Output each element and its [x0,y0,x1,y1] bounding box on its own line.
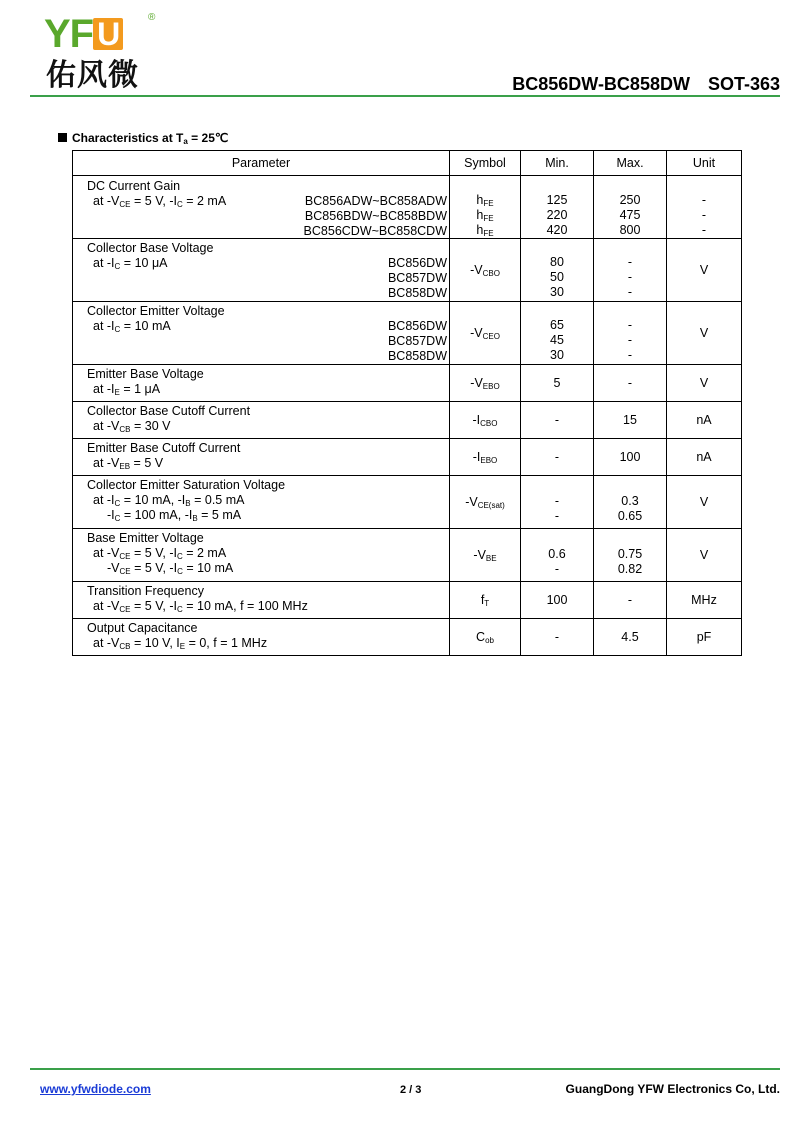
table-row [73,302,742,365]
param-title: Collector Emitter Saturation Voltage [87,478,286,492]
unit-cell: V [667,239,742,302]
footer-divider [30,1068,780,1070]
unit-cell: V [667,529,742,582]
package-name: SOT-363 [707,74,780,94]
variant-list: BC856DW BC857DW BC858DW [387,319,447,363]
param-title: Emitter Base Cutoff Current [87,441,241,455]
param-condition: at $-V_{CB} = 10$ V, $I_E = 0$, f = 1 MHz [93,636,268,651]
max-cell: 4.5 [594,619,667,656]
registered-mark: ® [148,12,156,23]
symbol-cell: $h_{FE}$ $h_{FE}$ $h_{FE}$ [450,176,521,239]
header-symbol: Symbol [450,151,521,176]
unit-cell: V [667,302,742,365]
min-cell: - [521,402,594,439]
header-parameter: Parameter [73,151,450,176]
min-cell: 65 45 30 [521,302,594,365]
table-header-row [73,151,742,176]
param-condition: at $-I_C = 10$ mA [93,319,171,334]
symbol-cell: $-V_{CBO}$ [450,239,521,302]
table-row [73,439,742,476]
symbol-cell: $-V_{CE(sat)}$ [450,476,521,529]
min-cell: 80 50 30 [521,239,594,302]
symbol-cell: $f_T$ [450,582,521,619]
header-min: Min. [521,151,594,176]
min-cell: - [521,619,594,656]
logo-u-block: U [93,18,123,50]
min-cell: 100 [521,582,594,619]
unit-cell: - - - [667,176,742,239]
symbol-cell: $-I_{CBO}$ [450,402,521,439]
param-condition: at $-I_E = 1$ μA [93,382,161,397]
table-row [73,176,742,239]
table-row [73,402,742,439]
param-title: Output Capacitance [87,621,198,635]
symbol-cell: $-V_{EBO}$ [450,365,521,402]
param-title: Base Emitter Voltage [87,531,204,545]
param-title: Emitter Base Voltage [87,367,204,381]
param-condition: at $-I_C = 10$ mA, $-I_B = 0.5$ mA [93,493,245,508]
param-condition: at $-V_{CE} = 5$ V, $-I_C = 2$ mA [93,546,227,561]
param-condition: at $-V_{EB} = 5$ V [93,456,164,471]
table-row [73,582,742,619]
max-cell: - - - [594,239,667,302]
part-range: BC856DW-BC858DW [512,74,690,94]
symbol-cell: $C_{ob}$ [450,619,521,656]
unit-cell: nA [667,402,742,439]
unit-cell: nA [667,439,742,476]
symbol-cell: $-V_{BE}$ [450,529,521,582]
min-cell: - [521,439,594,476]
bullet-square-icon [58,133,67,142]
table-row [73,365,742,402]
param-condition: at $-V_{CB} = 30$ V [93,419,171,434]
logo-chinese-name: 佑风微 [46,58,139,93]
min-cell: 5 [521,365,594,402]
param-title: DC Current Gain [87,179,181,193]
table-row [73,476,742,529]
company-logo [44,14,154,94]
max-cell: - - - [594,302,667,365]
section-heading: Characteristics at $T_a$ = 25℃ [58,131,228,145]
symbol-cell: $-V_{CEO}$ [450,302,521,365]
unit-cell: V [667,365,742,402]
website-link[interactable]: www.yfwdiode.com [40,1082,151,1096]
characteristics-table [72,150,742,656]
min-cell: 125 220 420 [521,176,594,239]
table-row [73,619,742,656]
variant-list: BC856ADW~BC858ADW BC856BDW~BC858BDW BC856CDW~BC858CDW [303,194,447,238]
max-cell: - [594,365,667,402]
page-number: 2 / 3 [400,1084,422,1096]
max-cell: 0.75 0.82 [594,529,667,582]
param-condition: $-I_C = 100$ mA, $-I_B = 5$ mA [107,508,242,523]
max-cell: 0.3 0.65 [594,476,667,529]
table-row [73,239,742,302]
param-title: Collector Base Cutoff Current [87,404,251,418]
table-row [73,529,742,582]
header-unit: Unit [667,151,742,176]
param-title: Transition Frequency [87,584,204,598]
param-title: Collector Emitter Voltage [87,304,225,318]
document-title [494,74,780,95]
unit-cell: MHz [667,582,742,619]
unit-cell: V [667,476,742,529]
max-cell: 250 475 800 [594,176,667,239]
symbol-cell: $-I_{EBO}$ [450,439,521,476]
company-name: GuangDong YFW Electronics Co, Ltd. [565,1082,780,1096]
param-condition: at $-V_{CE} = 5$ V, $-I_C = 2$ mA [93,194,227,209]
max-cell: 100 [594,439,667,476]
min-cell: 0.6 - [521,529,594,582]
param-condition: at $-V_{CE} = 5$ V, $-I_C = 10$ mA, f = 100 MHz [93,599,308,614]
header-max: Max. [594,151,667,176]
logo-wordmark: YF U [44,14,123,54]
max-cell: 15 [594,402,667,439]
min-cell: - - [521,476,594,529]
unit-cell: pF [667,619,742,656]
header-divider [30,95,780,97]
param-title: Collector Base Voltage [87,241,214,255]
variant-list: BC856DW BC857DW BC858DW [387,256,447,300]
param-condition: $-V_{CE} = 5$ V, $-I_C = 10$ mA [107,561,234,576]
max-cell: - [594,582,667,619]
param-condition: at $-I_C = 10$ μA [93,256,168,271]
